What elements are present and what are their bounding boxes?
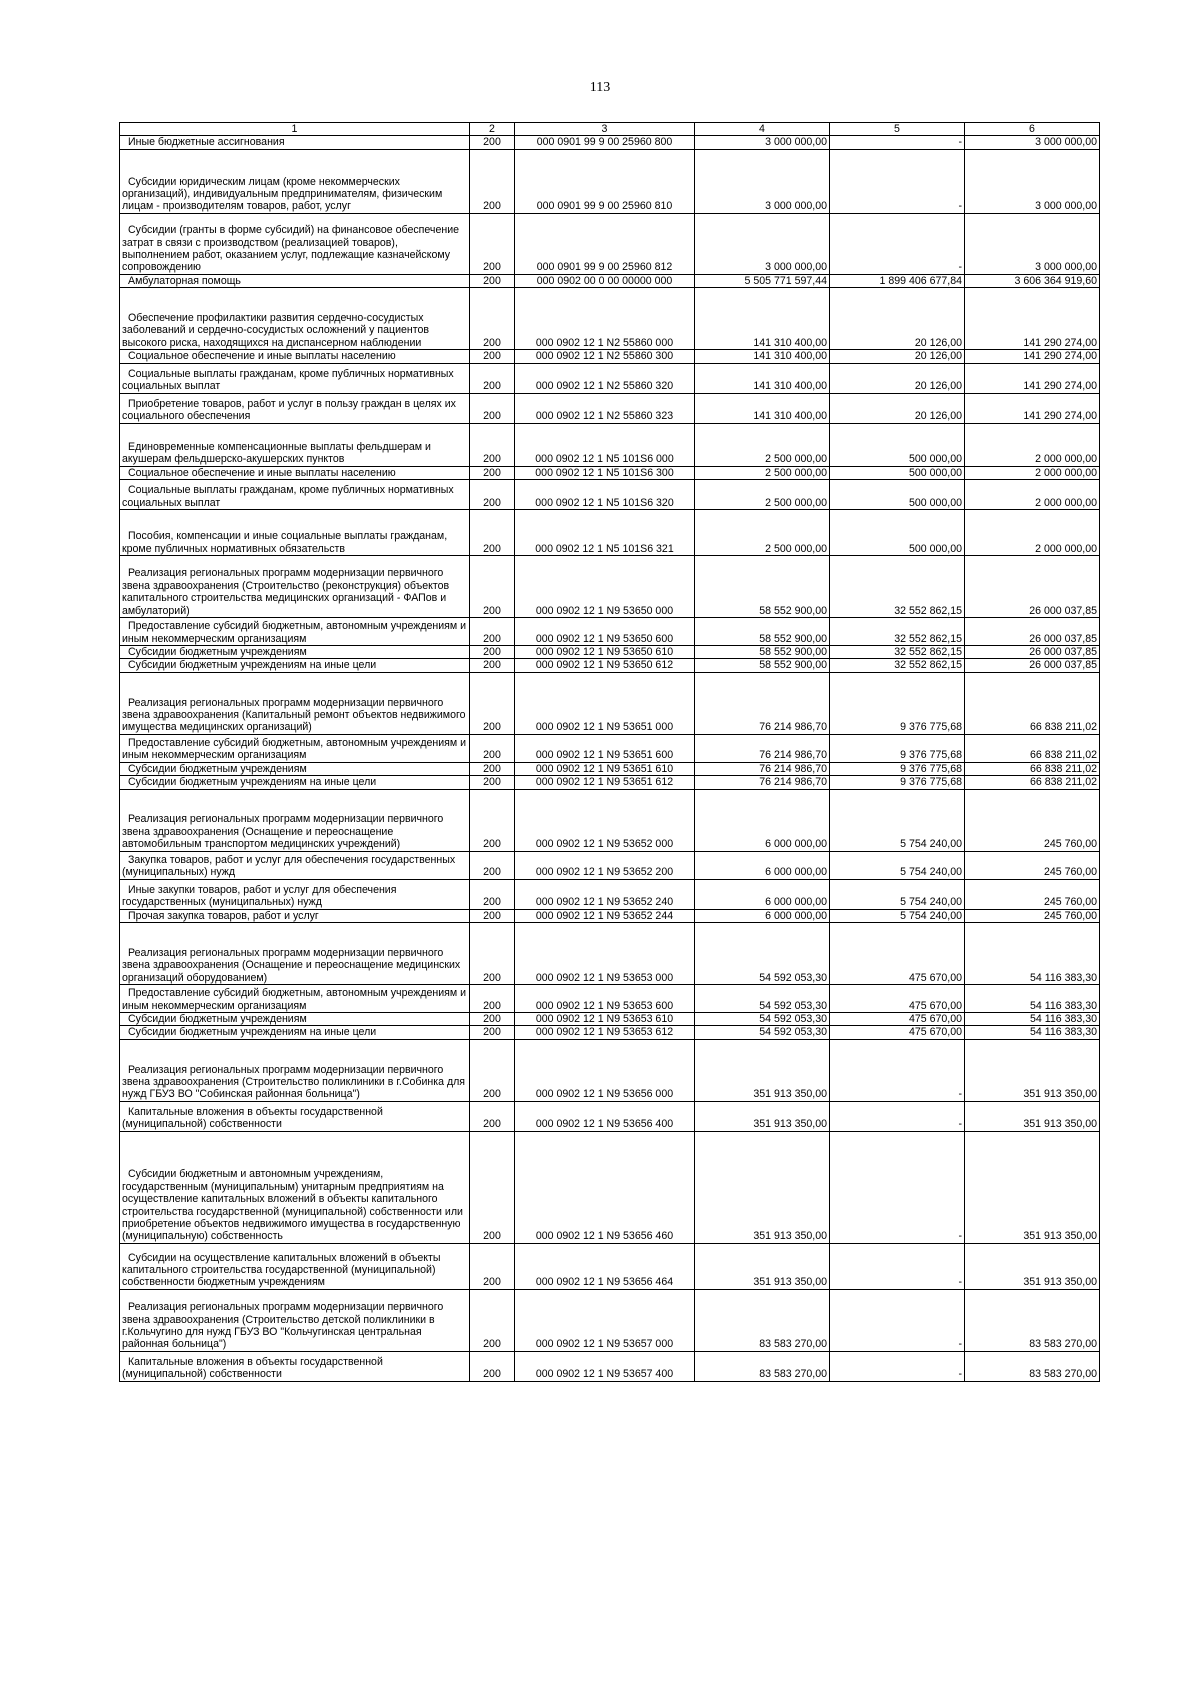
- cell-classification: 000 0902 12 1 N9 53656 400: [515, 1101, 695, 1131]
- table-row: [120, 480, 1100, 510]
- column-header-1: 1: [120, 123, 470, 136]
- cell-name: Капитальные вложения в объекты государственной (муниципальной) собственности: [120, 1351, 470, 1381]
- cell-code: 200: [470, 363, 515, 393]
- cell-executed: -: [830, 1039, 965, 1101]
- cell-classification: 000 0902 12 1 N5 101S6 300: [515, 466, 695, 479]
- table-row: [120, 851, 1100, 879]
- table-row: [120, 393, 1100, 423]
- cell-code: 200: [470, 1039, 515, 1101]
- cell-unexecuted: 245 760,00: [965, 879, 1100, 909]
- table-row: [120, 1013, 1100, 1026]
- cell-executed: 32 552 862,15: [830, 556, 965, 618]
- cell-executed: 5 754 240,00: [830, 789, 965, 851]
- cell-approved: 58 552 900,00: [695, 618, 830, 646]
- cell-approved: 6 000 000,00: [695, 851, 830, 879]
- cell-unexecuted: 2 000 000,00: [965, 510, 1100, 556]
- cell-code: 200: [470, 556, 515, 618]
- cell-classification: 000 0902 12 1 N9 53652 000: [515, 789, 695, 851]
- table-row: [120, 618, 1100, 646]
- cell-approved: 2 500 000,00: [695, 466, 830, 479]
- cell-code: 200: [470, 734, 515, 762]
- cell-classification: 000 0901 99 9 00 25960 810: [515, 149, 695, 213]
- cell-name: Закупка товаров, работ и услуг для обеспечения государственных (муниципальных) нужд: [120, 851, 470, 879]
- cell-unexecuted: 66 838 211,02: [965, 734, 1100, 762]
- table-row: [120, 762, 1100, 775]
- cell-name: Капитальные вложения в объекты государственной (муниципальной) собственности: [120, 1101, 470, 1131]
- table-row: [120, 909, 1100, 922]
- cell-code: 200: [470, 923, 515, 985]
- cell-classification: 000 0902 00 0 00 00000 000: [515, 274, 695, 287]
- cell-classification: 000 0902 12 1 N9 53652 240: [515, 879, 695, 909]
- cell-approved: 6 000 000,00: [695, 789, 830, 851]
- cell-code: 200: [470, 1289, 515, 1351]
- cell-unexecuted: 54 116 383,30: [965, 985, 1100, 1013]
- cell-unexecuted: 26 000 037,85: [965, 659, 1100, 672]
- table-row: [120, 985, 1100, 1013]
- table-row: [120, 510, 1100, 556]
- cell-classification: 000 0902 12 1 N2 55860 323: [515, 393, 695, 423]
- page-number: 113: [589, 80, 611, 95]
- cell-approved: 83 583 270,00: [695, 1351, 830, 1381]
- cell-name: Социальные выплаты гражданам, кроме публичных нормативных социальных выплат: [120, 480, 470, 510]
- cell-approved: 54 592 053,30: [695, 985, 830, 1013]
- table-row: [120, 213, 1100, 274]
- table-row: [120, 1131, 1100, 1243]
- cell-name: Субсидии (гранты в форме субсидий) на финансовое обеспечение затрат в связи с производством (реализацией товаров), выполнением работ, оказанием услуг, подлежащие казначейскому сопровождению: [120, 213, 470, 274]
- cell-executed: -: [830, 1243, 965, 1289]
- table-row: [120, 274, 1100, 287]
- cell-approved: 141 310 400,00: [695, 350, 830, 363]
- cell-code: 200: [470, 1026, 515, 1039]
- cell-executed: 475 670,00: [830, 923, 965, 985]
- cell-code: 200: [470, 149, 515, 213]
- cell-executed: 32 552 862,15: [830, 659, 965, 672]
- cell-unexecuted: 3 606 364 919,60: [965, 274, 1100, 287]
- table-row: [120, 789, 1100, 851]
- cell-code: 200: [470, 1351, 515, 1381]
- cell-name: Амбулаторная помощь: [120, 274, 470, 287]
- cell-unexecuted: 83 583 270,00: [965, 1289, 1100, 1351]
- cell-executed: 5 754 240,00: [830, 879, 965, 909]
- cell-code: 200: [470, 1013, 515, 1026]
- cell-classification: 000 0902 12 1 N9 53653 612: [515, 1026, 695, 1039]
- cell-classification: 000 0902 12 1 N2 55860 300: [515, 350, 695, 363]
- cell-unexecuted: 83 583 270,00: [965, 1351, 1100, 1381]
- table-row: [120, 1351, 1100, 1381]
- cell-name: Реализация региональных программ модернизации первичного звена здравоохранения (Строительство детской поликлиники в г.Кольчугино для нужд ГБУЗ ВО "Кольчугинская центральная районная больница"): [120, 1289, 470, 1351]
- cell-name: Реализация региональных программ модернизации первичного звена здравоохранения (Строительство (реконструкция) объектов капитального строительства медицинских организаций - ФАПов и амбулаторий): [120, 556, 470, 618]
- cell-code: 200: [470, 288, 515, 350]
- cell-approved: 58 552 900,00: [695, 659, 830, 672]
- table-row: [120, 1101, 1100, 1131]
- cell-code: 200: [470, 646, 515, 659]
- cell-unexecuted: 245 760,00: [965, 789, 1100, 851]
- cell-approved: 3 000 000,00: [695, 149, 830, 213]
- cell-code: 200: [470, 1243, 515, 1289]
- cell-unexecuted: 66 838 211,02: [965, 776, 1100, 789]
- cell-classification: 000 0902 12 1 N5 101S6 320: [515, 480, 695, 510]
- cell-approved: 351 913 350,00: [695, 1101, 830, 1131]
- table-row: [120, 879, 1100, 909]
- table-row: [120, 1039, 1100, 1101]
- cell-executed: 20 126,00: [830, 363, 965, 393]
- cell-unexecuted: 26 000 037,85: [965, 646, 1100, 659]
- cell-code: 200: [470, 909, 515, 922]
- cell-executed: 475 670,00: [830, 1026, 965, 1039]
- cell-approved: 76 214 986,70: [695, 762, 830, 775]
- table-body: [120, 136, 1100, 1381]
- cell-code: 200: [470, 985, 515, 1013]
- table-row: [120, 363, 1100, 393]
- table-row: [120, 672, 1100, 734]
- cell-classification: 000 0902 12 1 N9 53650 610: [515, 646, 695, 659]
- cell-approved: 54 592 053,30: [695, 1013, 830, 1026]
- cell-name: Единовременные компенсационные выплаты фельдшерам и акушерам фельдшерско-акушерских пунктов: [120, 423, 470, 466]
- cell-name: Приобретение товаров, работ и услуг в пользу граждан в целях их социального обеспечения: [120, 393, 470, 423]
- cell-code: 200: [470, 423, 515, 466]
- table-row: [120, 136, 1100, 149]
- cell-classification: 000 0902 12 1 N9 53653 610: [515, 1013, 695, 1026]
- cell-approved: 83 583 270,00: [695, 1289, 830, 1351]
- cell-name: Социальное обеспечение и иные выплаты населению: [120, 350, 470, 363]
- cell-unexecuted: 3 000 000,00: [965, 136, 1100, 149]
- cell-code: 200: [470, 672, 515, 734]
- cell-code: 200: [470, 1131, 515, 1243]
- cell-executed: 475 670,00: [830, 985, 965, 1013]
- cell-name: Субсидии бюджетным учреждениям на иные цели: [120, 659, 470, 672]
- cell-name: Субсидии бюджетным учреждениям на иные цели: [120, 1026, 470, 1039]
- cell-executed: 20 126,00: [830, 393, 965, 423]
- cell-name: Субсидии бюджетным учреждениям: [120, 646, 470, 659]
- cell-unexecuted: 3 000 000,00: [965, 213, 1100, 274]
- cell-name: Обеспечение профилактики развития сердечно-сосудистых заболеваний и сердечно-сосудистых осложнений у пациентов высокого риска, находящихся на диспансерном наблюдении: [120, 288, 470, 350]
- cell-executed: 475 670,00: [830, 1013, 965, 1026]
- cell-code: 200: [470, 393, 515, 423]
- cell-name: Пособия, компенсации и иные социальные выплаты гражданам, кроме публичных нормативных обязательств: [120, 510, 470, 556]
- table-row: [120, 1026, 1100, 1039]
- cell-name: Субсидии бюджетным учреждениям: [120, 1013, 470, 1026]
- cell-executed: 5 754 240,00: [830, 909, 965, 922]
- cell-approved: 351 913 350,00: [695, 1243, 830, 1289]
- column-header-3: 3: [515, 123, 695, 136]
- cell-name: Предоставление субсидий бюджетным, автономным учреждениям и иным некоммерческим организациям: [120, 734, 470, 762]
- cell-classification: 000 0902 12 1 N9 53651 610: [515, 762, 695, 775]
- cell-executed: 9 376 775,68: [830, 776, 965, 789]
- header-row: [120, 123, 1100, 136]
- cell-approved: 351 913 350,00: [695, 1039, 830, 1101]
- cell-classification: 000 0902 12 1 N9 53650 612: [515, 659, 695, 672]
- table-row: [120, 659, 1100, 672]
- cell-code: 200: [470, 466, 515, 479]
- cell-classification: 000 0902 12 1 N9 53657 000: [515, 1289, 695, 1351]
- cell-unexecuted: 245 760,00: [965, 851, 1100, 879]
- cell-unexecuted: 351 913 350,00: [965, 1243, 1100, 1289]
- cell-name: Реализация региональных программ модернизации первичного звена здравоохранения (Строительство поликлиники в г.Собинка для нужд ГБУЗ ВО "Собинская районная больница"): [120, 1039, 470, 1101]
- cell-unexecuted: 66 838 211,02: [965, 672, 1100, 734]
- cell-executed: -: [830, 1351, 965, 1381]
- cell-unexecuted: 2 000 000,00: [965, 466, 1100, 479]
- cell-unexecuted: 26 000 037,85: [965, 618, 1100, 646]
- cell-code: 200: [470, 274, 515, 287]
- cell-code: 200: [470, 510, 515, 556]
- cell-approved: 76 214 986,70: [695, 672, 830, 734]
- cell-approved: 58 552 900,00: [695, 646, 830, 659]
- cell-approved: 3 000 000,00: [695, 213, 830, 274]
- cell-approved: 54 592 053,30: [695, 923, 830, 985]
- cell-approved: 141 310 400,00: [695, 393, 830, 423]
- cell-executed: 9 376 775,68: [830, 672, 965, 734]
- cell-executed: 32 552 862,15: [830, 618, 965, 646]
- cell-approved: 6 000 000,00: [695, 879, 830, 909]
- cell-executed: -: [830, 1131, 965, 1243]
- cell-code: 200: [470, 789, 515, 851]
- column-header-4: 4: [695, 123, 830, 136]
- cell-code: 200: [470, 776, 515, 789]
- cell-name: Социальные выплаты гражданам, кроме публичных нормативных социальных выплат: [120, 363, 470, 393]
- cell-code: 200: [470, 350, 515, 363]
- cell-approved: 2 500 000,00: [695, 480, 830, 510]
- cell-classification: 000 0902 12 1 N9 53650 600: [515, 618, 695, 646]
- cell-executed: 9 376 775,68: [830, 762, 965, 775]
- cell-executed: 20 126,00: [830, 350, 965, 363]
- cell-approved: 351 913 350,00: [695, 1131, 830, 1243]
- cell-name: Субсидии бюджетным учреждениям на иные цели: [120, 776, 470, 789]
- cell-classification: 000 0902 12 1 N9 53651 612: [515, 776, 695, 789]
- cell-unexecuted: 54 116 383,30: [965, 923, 1100, 985]
- cell-code: 200: [470, 136, 515, 149]
- cell-classification: 000 0901 99 9 00 25960 800: [515, 136, 695, 149]
- cell-name: Субсидии юридическим лицам (кроме некоммерческих организаций), индивидуальным предпринимателям, физическим лицам - производителям товаров, работ, услуг: [120, 149, 470, 213]
- cell-unexecuted: 2 000 000,00: [965, 480, 1100, 510]
- cell-executed: -: [830, 1101, 965, 1131]
- cell-code: 200: [470, 213, 515, 274]
- cell-name: Иные бюджетные ассигнования: [120, 136, 470, 149]
- column-header-6: 6: [965, 123, 1100, 136]
- cell-code: 200: [470, 659, 515, 672]
- cell-unexecuted: 351 913 350,00: [965, 1039, 1100, 1101]
- cell-unexecuted: 26 000 037,85: [965, 556, 1100, 618]
- cell-classification: 000 0902 12 1 N9 53652 200: [515, 851, 695, 879]
- cell-classification: 000 0902 12 1 N2 55860 000: [515, 288, 695, 350]
- cell-classification: 000 0901 99 9 00 25960 812: [515, 213, 695, 274]
- cell-classification: 000 0902 12 1 N9 53653 000: [515, 923, 695, 985]
- table-row: [120, 288, 1100, 350]
- cell-classification: 000 0902 12 1 N9 53653 600: [515, 985, 695, 1013]
- cell-name: Реализация региональных программ модернизации первичного звена здравоохранения (Оснащение и переоснащение автомобильным транспортом медицинских учреждений): [120, 789, 470, 851]
- cell-name: Субсидии на осуществление капитальных вложений в объекты капитального строительства государственной (муниципальной) собственности бюджетным учреждениям: [120, 1243, 470, 1289]
- cell-classification: 000 0902 12 1 N9 53656 000: [515, 1039, 695, 1101]
- cell-unexecuted: 351 913 350,00: [965, 1101, 1100, 1131]
- cell-classification: 000 0902 12 1 N9 53652 244: [515, 909, 695, 922]
- cell-executed: 32 552 862,15: [830, 646, 965, 659]
- cell-unexecuted: 54 116 383,30: [965, 1026, 1100, 1039]
- cell-unexecuted: 141 290 274,00: [965, 350, 1100, 363]
- table-row: [120, 149, 1100, 213]
- cell-code: 200: [470, 618, 515, 646]
- table-row: [120, 423, 1100, 466]
- cell-classification: 000 0902 12 1 N5 101S6 000: [515, 423, 695, 466]
- cell-classification: 000 0902 12 1 N9 53657 400: [515, 1351, 695, 1381]
- cell-executed: 1 899 406 677,84: [830, 274, 965, 287]
- cell-unexecuted: 2 000 000,00: [965, 423, 1100, 466]
- cell-executed: 500 000,00: [830, 423, 965, 466]
- cell-approved: 141 310 400,00: [695, 363, 830, 393]
- cell-classification: 000 0902 12 1 N9 53651 600: [515, 734, 695, 762]
- cell-classification: 000 0902 12 1 N9 53656 460: [515, 1131, 695, 1243]
- cell-approved: 76 214 986,70: [695, 776, 830, 789]
- cell-executed: -: [830, 1289, 965, 1351]
- cell-name: Иные закупки товаров, работ и услуг для обеспечения государственных (муниципальных) нужд: [120, 879, 470, 909]
- cell-executed: -: [830, 136, 965, 149]
- cell-code: 200: [470, 480, 515, 510]
- cell-approved: 76 214 986,70: [695, 734, 830, 762]
- cell-approved: 54 592 053,30: [695, 1026, 830, 1039]
- cell-classification: 000 0902 12 1 N9 53650 000: [515, 556, 695, 618]
- cell-classification: 000 0902 12 1 N5 101S6 321: [515, 510, 695, 556]
- cell-unexecuted: 351 913 350,00: [965, 1131, 1100, 1243]
- cell-classification: 000 0902 12 1 N9 53651 000: [515, 672, 695, 734]
- cell-name: Реализация региональных программ модернизации первичного звена здравоохранения (Капитальный ремонт объектов недвижимого имущества медицинских организаций): [120, 672, 470, 734]
- cell-classification: 000 0902 12 1 N9 53656 464: [515, 1243, 695, 1289]
- table-row: [120, 556, 1100, 618]
- cell-unexecuted: 54 116 383,30: [965, 1013, 1100, 1026]
- cell-executed: 500 000,00: [830, 510, 965, 556]
- table-row: [120, 776, 1100, 789]
- table-row: [120, 1243, 1100, 1289]
- cell-code: 200: [470, 851, 515, 879]
- cell-code: 200: [470, 1101, 515, 1131]
- table-row: [120, 1289, 1100, 1351]
- cell-executed: 500 000,00: [830, 480, 965, 510]
- cell-name: Прочая закупка товаров, работ и услуг: [120, 909, 470, 922]
- cell-name: Реализация региональных программ модернизации первичного звена здравоохранения (Оснащение и переоснащение медицинских организаций оборудованием): [120, 923, 470, 985]
- budget-table: [119, 122, 1100, 1382]
- cell-unexecuted: 141 290 274,00: [965, 363, 1100, 393]
- cell-executed: 20 126,00: [830, 288, 965, 350]
- cell-executed: 500 000,00: [830, 466, 965, 479]
- table-row: [120, 466, 1100, 479]
- cell-unexecuted: 3 000 000,00: [965, 149, 1100, 213]
- cell-approved: 2 500 000,00: [695, 423, 830, 466]
- table-row: [120, 923, 1100, 985]
- cell-executed: 9 376 775,68: [830, 734, 965, 762]
- cell-unexecuted: 66 838 211,02: [965, 762, 1100, 775]
- cell-name: Субсидии бюджетным учреждениям: [120, 762, 470, 775]
- column-header-5: 5: [830, 123, 965, 136]
- cell-approved: 5 505 771 597,44: [695, 274, 830, 287]
- cell-classification: 000 0902 12 1 N2 55860 320: [515, 363, 695, 393]
- cell-approved: 58 552 900,00: [695, 556, 830, 618]
- cell-executed: -: [830, 149, 965, 213]
- cell-executed: 5 754 240,00: [830, 851, 965, 879]
- cell-approved: 141 310 400,00: [695, 288, 830, 350]
- cell-executed: -: [830, 213, 965, 274]
- cell-code: 200: [470, 762, 515, 775]
- cell-code: 200: [470, 879, 515, 909]
- cell-name: Предоставление субсидий бюджетным, автономным учреждениям и иным некоммерческим организациям: [120, 618, 470, 646]
- cell-approved: 2 500 000,00: [695, 510, 830, 556]
- cell-name: Предоставление субсидий бюджетным, автономным учреждениям и иным некоммерческим организациям: [120, 985, 470, 1013]
- cell-name: Социальное обеспечение и иные выплаты населению: [120, 466, 470, 479]
- cell-unexecuted: 141 290 274,00: [965, 288, 1100, 350]
- cell-approved: 6 000 000,00: [695, 909, 830, 922]
- cell-unexecuted: 141 290 274,00: [965, 393, 1100, 423]
- cell-unexecuted: 245 760,00: [965, 909, 1100, 922]
- column-header-2: 2: [470, 123, 515, 136]
- cell-name: Субсидии бюджетным и автономным учреждениям, государственным (муниципальным) унитарным предприятиям на осуществление капитальных вложений в объекты капитального строительства государственной (муниципальной) собственности или приобретение объектов недвижимого имущества в государственную (муниципальную) собственность: [120, 1131, 470, 1243]
- table-row: [120, 646, 1100, 659]
- table-row: [120, 734, 1100, 762]
- cell-approved: 3 000 000,00: [695, 136, 830, 149]
- table-row: [120, 350, 1100, 363]
